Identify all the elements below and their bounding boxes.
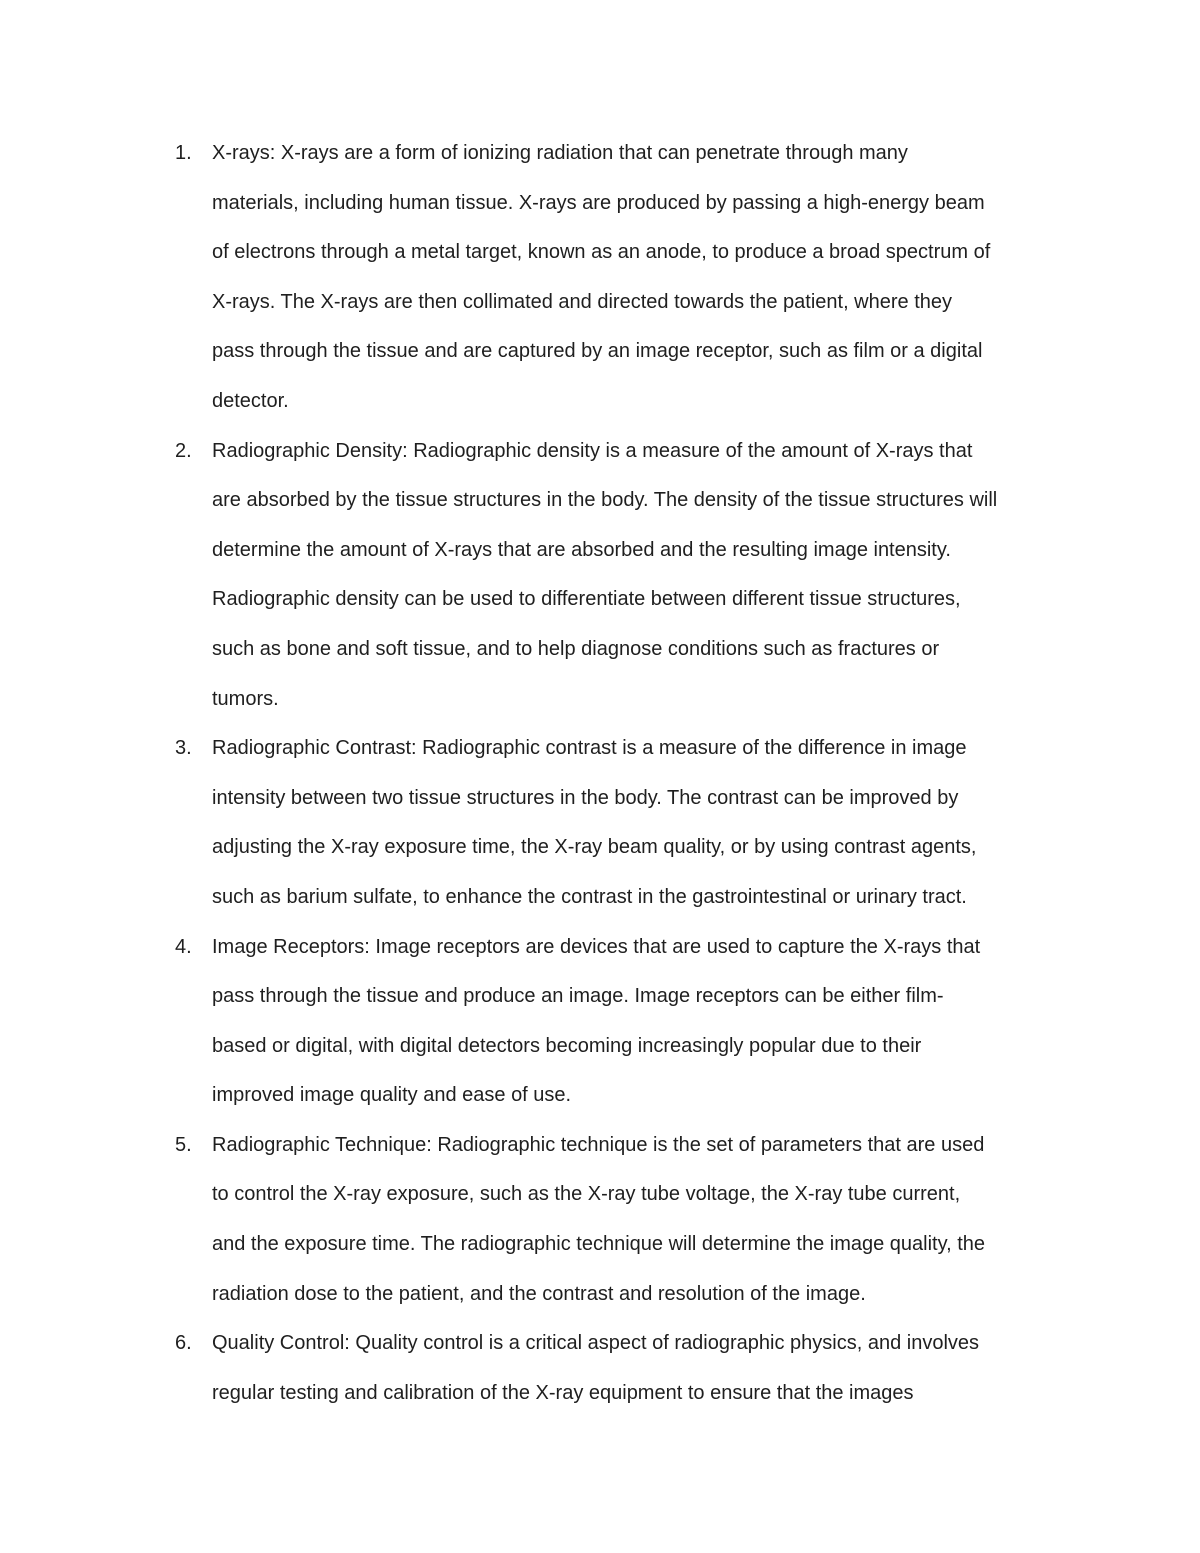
list-item-line: Radiographic Technique: Radiographic technique is the set of parameters that are used bbox=[212, 1133, 985, 1156]
list-item-number: 1. bbox=[175, 142, 192, 164]
list-item-line: regular testing and calibration of the X-ray equipment to ensure that the images bbox=[212, 1381, 914, 1404]
list-item-number: 4. bbox=[175, 935, 192, 958]
list-item bbox=[0, 427, 1062, 725]
list-item bbox=[0, 724, 1062, 922]
list-item-line: to control the X-ray exposure, such as the X-ray tube voltage, the X-ray tube current, bbox=[212, 1183, 961, 1206]
list-item-line: are absorbed by the tissue structures in the body. The density of the tissue structures will bbox=[212, 489, 998, 512]
list-item-line: Image Receptors: Image receptors are devices that are used to capture the X-rays that bbox=[212, 935, 981, 958]
list-item-line: adjusting the X-ray exposure time, the X-ray beam quality, or by using contrast agents, bbox=[212, 836, 977, 859]
list-item-line: Quality Control: Quality control is a critical aspect of radiographic physics, and involves bbox=[212, 1332, 980, 1355]
list-item-line: determine the amount of X-rays that are absorbed and the resulting image intensity. bbox=[212, 538, 951, 561]
list-item-line: detector. bbox=[212, 389, 289, 412]
list-item-number: 6. bbox=[175, 1332, 192, 1355]
list-item bbox=[0, 129, 1062, 427]
list-item-line: tumors. bbox=[212, 687, 279, 710]
list-item-number: 5. bbox=[175, 1133, 192, 1156]
list-item-line: radiation dose to the patient, and the contrast and resolution of the image. bbox=[212, 1282, 866, 1305]
list-item-line: such as bone and soft tissue, and to help diagnose conditions such as fractures or bbox=[212, 637, 940, 660]
list-item bbox=[0, 1121, 1062, 1319]
list-item-line: and the exposure time. The radiographic technique will determine the image quality, the bbox=[212, 1233, 986, 1256]
list-item-number: 3. bbox=[175, 737, 192, 760]
list-item-line: pass through the tissue and are captured by an image receptor, such as film or a digital bbox=[212, 340, 983, 363]
list-item-line: of electrons through a metal target, known as an anode, to produce a broad spectrum of bbox=[212, 241, 991, 264]
list-item-line: such as barium sulfate, to enhance the contrast in the gastrointestinal or urinary tract. bbox=[212, 885, 967, 908]
list-item-line: improved image quality and ease of use. bbox=[212, 1084, 572, 1107]
list-item-line: pass through the tissue and produce an image. Image receptors can be either film- bbox=[212, 985, 944, 1008]
list-item-number: 2. bbox=[175, 439, 192, 462]
list-item bbox=[0, 923, 1062, 1121]
list-item-line: Radiographic density can be used to differentiate between different tissue structures, bbox=[212, 588, 961, 611]
list-item-line: X-rays. The X-rays are then collimated and directed towards the patient, where they bbox=[212, 290, 953, 313]
list-item-line: based or digital, with digital detectors becoming increasingly popular due to their bbox=[212, 1034, 922, 1057]
list-item-line: X-rays: X-rays are a form of ionizing radiation that can penetrate through many bbox=[212, 142, 908, 164]
list-item bbox=[0, 1319, 1062, 1418]
list-item-line: intensity between two tissue structures in the body. The contrast can be improved by bbox=[212, 786, 959, 809]
numbered-list bbox=[0, 129, 1200, 1418]
list-item-line: materials, including human tissue. X-rays are produced by passing a high-energy beam bbox=[212, 191, 985, 214]
list-item-line: Radiographic Density: Radiographic density is a measure of the amount of X-rays that bbox=[212, 439, 973, 462]
list-item-line: Radiographic Contrast: Radiographic contrast is a measure of the difference in image bbox=[212, 737, 967, 760]
